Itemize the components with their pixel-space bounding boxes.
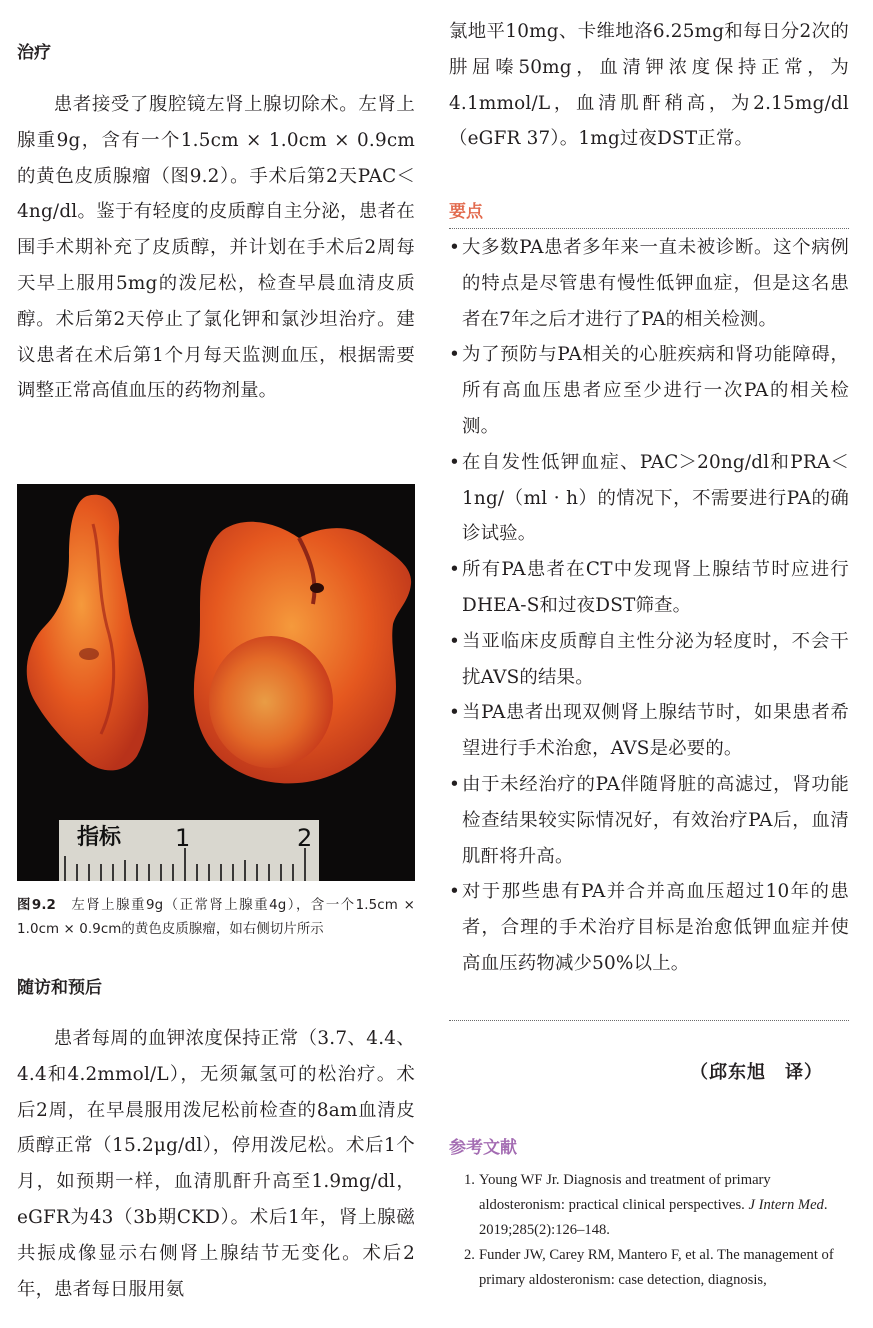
key-points-title: 要点 [449, 202, 483, 222]
references-title: 参考文献 [449, 1138, 517, 1158]
continued-paragraph: 氯地平10mg、卡维地洛6.25mg和每日分2次的肼屈嗪50mg，血清钾浓度保持正常，为4.1mmol/L，血清肌酐稍高，为2.15mg/dl（eGFR 37）。1mg过夜DST正常。 [449, 21, 849, 150]
key-point: • 当亚临床皮质醇自主性分泌为轻度时，不会干扰AVS的结果。 [449, 624, 849, 696]
adrenal-specimen-photo [17, 484, 415, 881]
reference-item [464, 1243, 854, 1293]
reference-citation: . 2019;285(2):126–148. [479, 1197, 828, 1238]
key-points-top-divider [449, 228, 849, 229]
reference-number: 2. [464, 1247, 475, 1263]
adenoma-cut-surface [209, 636, 333, 768]
treatment-heading: 治疗 [17, 43, 51, 63]
references-list [464, 1168, 854, 1293]
ruler-number-1: 1 [175, 824, 191, 852]
reference-number: 1. [464, 1172, 475, 1188]
figure-caption [17, 894, 415, 942]
key-point: • 由于未经治疗的PA伴随肾脏的高滤过，肾功能检查结果较实际情况好，有效治疗PA后，血清肌酐将升高。 [449, 767, 849, 874]
key-point: • 为了预防与PA相关的心脏疾病和肾功能障碍，所有高血压患者应至少进行一次PA的相关检测。 [449, 337, 849, 444]
followup-paragraph: 患者每周的血钾浓度保持正常（3.7、4.4、4.4和4.2mmol/L），无须氟氢可的松治疗。术后2周，在早晨服用泼尼松前检查的8am血清皮质醇正常（15.2μg/dl），停用泼尼松。术后1个月，如预期一样，血清肌酐升高至1.9mg/dl，eGFR为43（3b期CKD）。术后1年，肾上腺磁共振成像显示右侧肾上腺结节无变化。术后2年，患者每日服用氨 [17, 1028, 415, 1300]
ruler-number-2: 2 [297, 824, 313, 852]
key-points-bottom-divider [449, 1020, 849, 1021]
reference-item [464, 1168, 854, 1243]
key-point: • 所有PA患者在CT中发现肾上腺结节时应进行DHEA-S和过夜DST筛查。 [449, 552, 849, 624]
key-point: • 大多数PA患者多年来一直未被诊断。这个病例的特点是尽管患有慢性低钾血症，但是这名患者在7年之后才进行了PA的相关检测。 [449, 230, 849, 337]
key-point: • 对于那些患有PA并合并高血压超过10年的患者，合理的手术治疗目标是治愈低钾血症并使高血压药物减少50%以上。 [449, 874, 849, 981]
key-point: • 在自发性低钾血症、PAC＞20ng/dl和PRA＜1ng/（ml · h）的情况下，不需要进行PA的确诊试验。 [449, 445, 849, 552]
reference-text: Young WF Jr. Diagnosis and treatment of primary aldosteronism: practical clinical perspectives. [479, 1172, 771, 1213]
reference-text: Funder JW, Carey RM, Mantero F, et al. The management of primary aldosteronism: case detection, diagnosis, [479, 1247, 834, 1288]
figure-number: 图9.2 [17, 898, 56, 913]
key-points-list [449, 230, 849, 982]
figure-caption-text: 左肾上腺重9g（正常肾上腺重4g），含一个1.5cm × 1.0cm × 0.9cm的黄色皮质腺瘤，如右侧切片所示 [17, 898, 415, 937]
key-point: • 当PA患者出现双侧肾上腺结节时，如果患者希望进行手术治愈，AVS是必要的。 [449, 695, 849, 767]
translator-credit: （邱东旭 译） [690, 1062, 823, 1083]
treatment-paragraph: 患者接受了腹腔镜左肾上腺切除术。左肾上腺重9g，含有一个1.5cm × 1.0cm × 0.9cm的黄色皮质腺瘤（图9.2）。手术后第2天PAC＜4ng/dl。鉴于有轻度的皮质醇自主分泌，患者在围手术期补充了皮质醇，并计划在手术后2周每天早上服用5mg的泼尼松，检查早晨血清皮质醇。术后第2天停止了氯化钾和氯沙坦治疗。建议患者在术后第1个月每天监测血压，根据需要调整正常高值血压的药物剂量。 [17, 94, 415, 402]
ruler-label: 指标 [77, 825, 122, 850]
followup-heading: 随访和预后 [17, 978, 102, 998]
specimen-illustration [17, 484, 415, 881]
reference-journal: J Intern Med [748, 1197, 824, 1213]
